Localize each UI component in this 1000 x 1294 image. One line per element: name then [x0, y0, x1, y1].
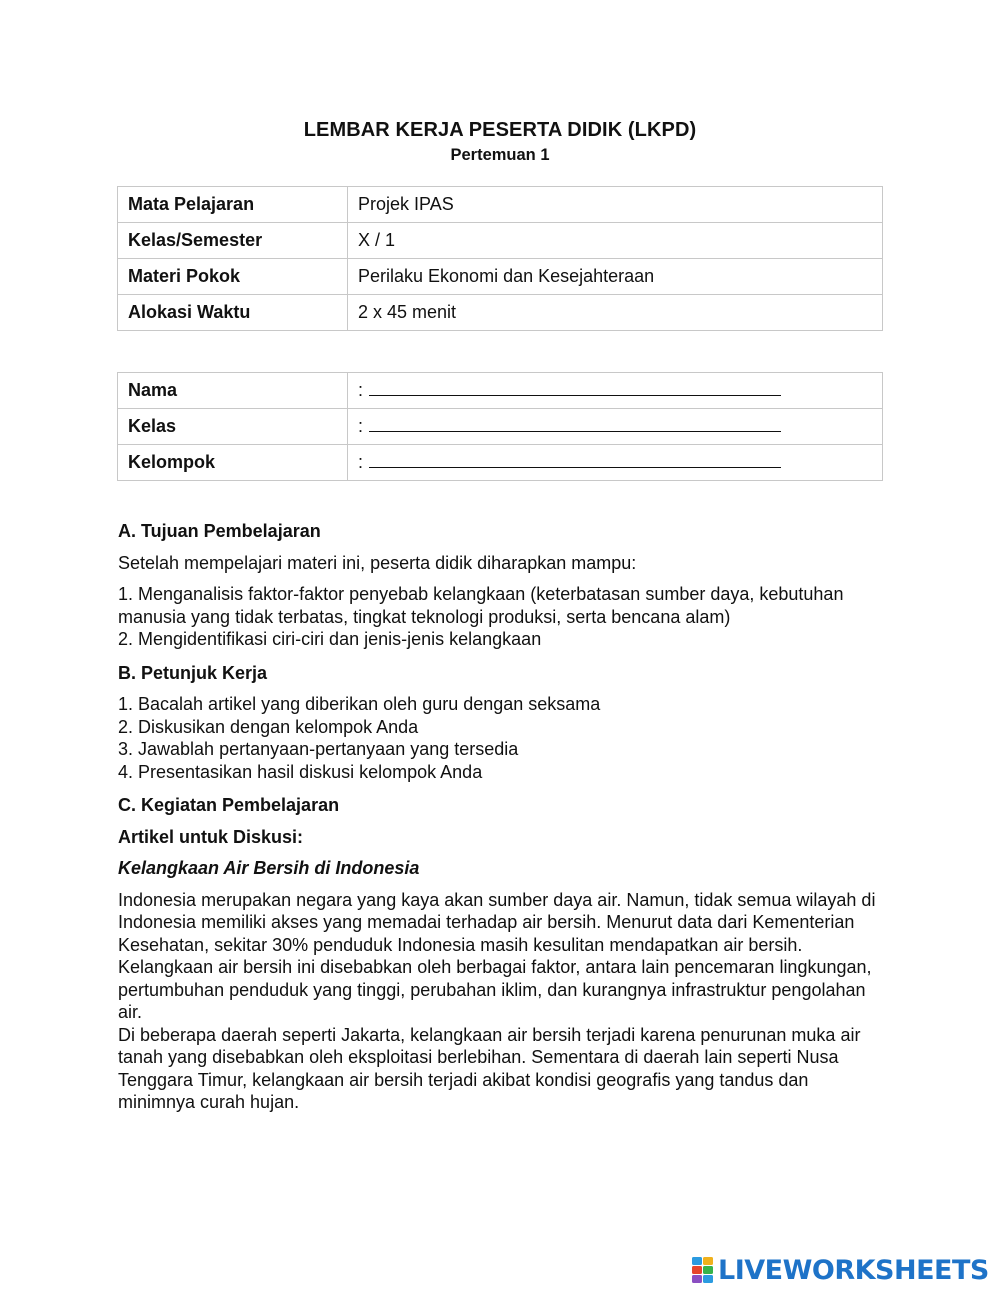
worksheet-content — [118, 520, 888, 1114]
student-identity-table — [117, 372, 883, 481]
instruction-item: 2. Diskusikan dengan kelompok Anda — [118, 716, 419, 737]
info-value: 2 x 45 menit — [348, 295, 883, 331]
group-label: Kelompok — [118, 445, 348, 481]
liveworksheets-logo-icon — [692, 1257, 714, 1283]
section-b-heading: B. Petunjuk Kerja — [118, 662, 268, 683]
table-row — [118, 295, 883, 331]
table-row — [118, 259, 883, 295]
section-a-intro: Setelah mempelajari materi ini, peserta didik diharapkan mampu: — [118, 552, 637, 573]
section-a-heading: A. Tujuan Pembelajaran — [118, 521, 321, 541]
field-colon: : — [358, 416, 364, 436]
table-row — [118, 373, 883, 409]
table-row — [118, 223, 883, 259]
group-field[interactable] — [348, 445, 883, 481]
info-value: X / 1 — [348, 223, 883, 259]
logo-text: LIVEWORKSHEETS — [718, 1254, 989, 1286]
objective-item: 1. Menganalisis faktor-faktor penyebab kelangkaan (keterbatasan sumber daya, kebutuhan manusia yang tidak terbatas, tingkat teknologi produksi, serta bencana alam) — [118, 584, 844, 627]
info-value: Projek IPAS — [348, 187, 883, 223]
instruction-item: 3. Jawablah pertanyaan-pertanyaan yang tersedia — [118, 739, 519, 759]
liveworksheets-logo[interactable] — [692, 1254, 989, 1286]
objective-item: 2. Mengidentifikasi ciri-ciri dan jenis-jenis kelangkaan — [118, 629, 542, 649]
info-value: Perilaku Ekonomi dan Kesejahteraan — [348, 259, 883, 295]
info-label: Materi Pokok — [118, 259, 348, 295]
name-label: Nama — [118, 373, 348, 409]
class-label: Kelas — [118, 409, 348, 445]
section-c-heading: C. Kegiatan Pembelajaran — [118, 795, 340, 815]
subject-info-table — [117, 186, 883, 331]
group-blank-line[interactable] — [369, 453, 781, 468]
article-paragraph: Indonesia merupakan negara yang kaya akan sumber daya air. Namun, tidak semua wilayah di Indonesia memiliki akses yang memadai terhadap air bersih. Menurut data dari Kementerian Kesehatan, sekitar 30% penduduk Indonesia masih kesulitan mendapatkan air bersih. Kelangkaan air bersih ini disebabkan oleh berbagai faktor, antara lain pencemaran lingkungan, pertumbuhan penduduk yang tinggi, perubahan iklim, dan kurangnya infrastruktur pengolahan air. — [118, 889, 876, 1022]
page-title: LEMBAR KERJA PESERTA DIDIK (LKPD) — [303, 119, 697, 141]
table-row — [118, 409, 883, 445]
class-field[interactable] — [348, 409, 883, 445]
info-label: Alokasi Waktu — [118, 295, 348, 331]
name-blank-line[interactable] — [369, 381, 781, 396]
class-blank-line[interactable] — [369, 417, 781, 432]
article-subheading: Artikel untuk Diskusi: — [118, 826, 304, 847]
instruction-item: 4. Presentasikan hasil diskusi kelompok Anda — [118, 761, 483, 782]
table-row — [118, 445, 883, 481]
name-field[interactable] — [348, 373, 883, 409]
table-row — [118, 187, 883, 223]
field-colon: : — [358, 452, 364, 472]
info-label: Kelas/Semester — [118, 223, 348, 259]
instruction-item: 1. Bacalah artikel yang diberikan oleh guru dengan seksama — [118, 694, 601, 714]
article-paragraph: Di beberapa daerah seperti Jakarta, kelangkaan air bersih terjadi karena penurunan muka air tanah yang disebabkan oleh eksploitasi berlebihan. Sementara di daerah lain seperti Nusa Tenggara Timur, kelangkaan air bersih terjadi akibat kondisi geografis yang tandus dan minimnya curah hujan. — [118, 1024, 861, 1112]
page-subtitle: Pertemuan 1 — [450, 146, 550, 164]
info-label: Mata Pelajaran — [118, 187, 348, 223]
article-title: Kelangkaan Air Bersih di Indonesia — [118, 858, 420, 878]
field-colon: : — [358, 380, 364, 400]
